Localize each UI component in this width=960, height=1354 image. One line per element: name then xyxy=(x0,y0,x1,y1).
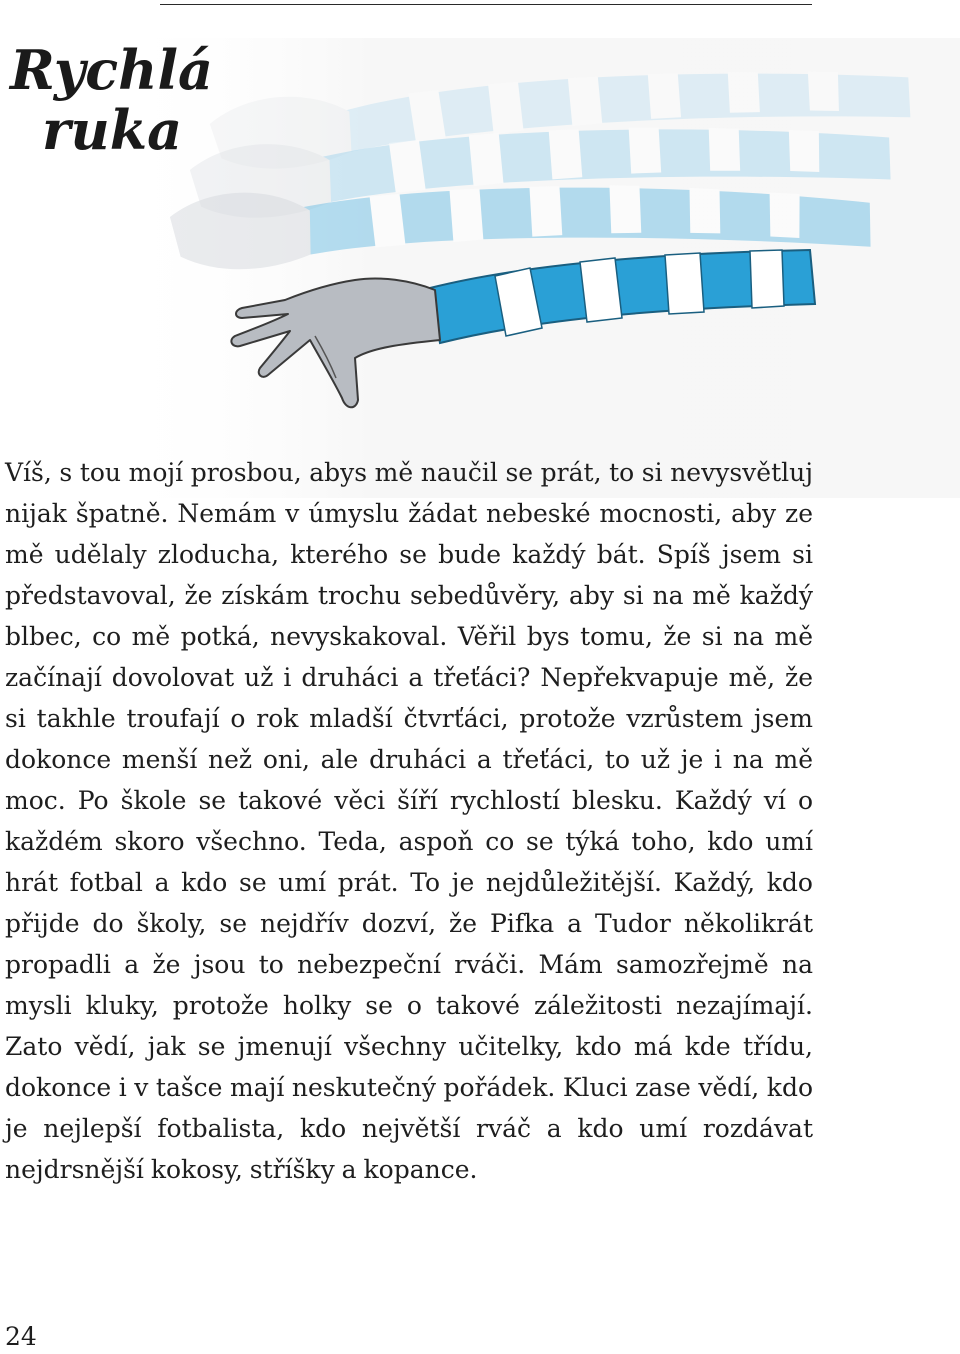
page-number: 24 xyxy=(5,1322,37,1351)
chapter-title-line2: ruka xyxy=(42,98,183,162)
hand-with-striped-sleeve-icon xyxy=(110,18,960,498)
chapter-title-line1: Rychlá xyxy=(10,38,213,102)
top-rule xyxy=(160,4,812,5)
chapter-title xyxy=(10,40,213,160)
body-paragraph: Víš, s tou mojí prosbou, abys mě naučil se prát, to si nevysvětluj nijak špatně. Nemám v úmyslu žádat nebeské mocnosti, aby ze mě udělaly zloducha, kterého se bude každý bát. Spíš jsem si představoval, že získám trochu sebedůvěry, aby si na mě každý blbec, co mě potká, nevyskakoval. Věřil bys tomu, že si na mě začínají dovolovat už i druháci a třeťáci? Nepřekvapuje mě, že si takhle troufají o rok mladší čtvrťáci, protože vzrůstem jsem dokonce menší než oni, ale druháci a třeťáci, to už je i na mě moc. Po škole se takové věci šíří rychlostí blesku. Každý ví o každém skoro všechno. Teda, aspoň co se týká toho, kdo umí hrát fotbal a kdo se umí prát. To je nejdůležitější. Každý, kdo přijde do školy, se nejdřív dozví, že Pifka a Tudor několikrát propadli a že jsou to nebezpeční rváči. Mám samozřejmě na mysli kluky, protože holky se o takové záležitosti nezajímají. Zato vědí, jak se jmenují všechny učitelky, kdo má kde třídu, dokonce i v tašce mají neskutečný pořádek. Kluci zase vědí, kdo je nejlepší fotbalista, kdo největší rváč a kdo umí rozdávat nejdrsnější kokosy, stříšky a kopance. xyxy=(5,458,813,1184)
